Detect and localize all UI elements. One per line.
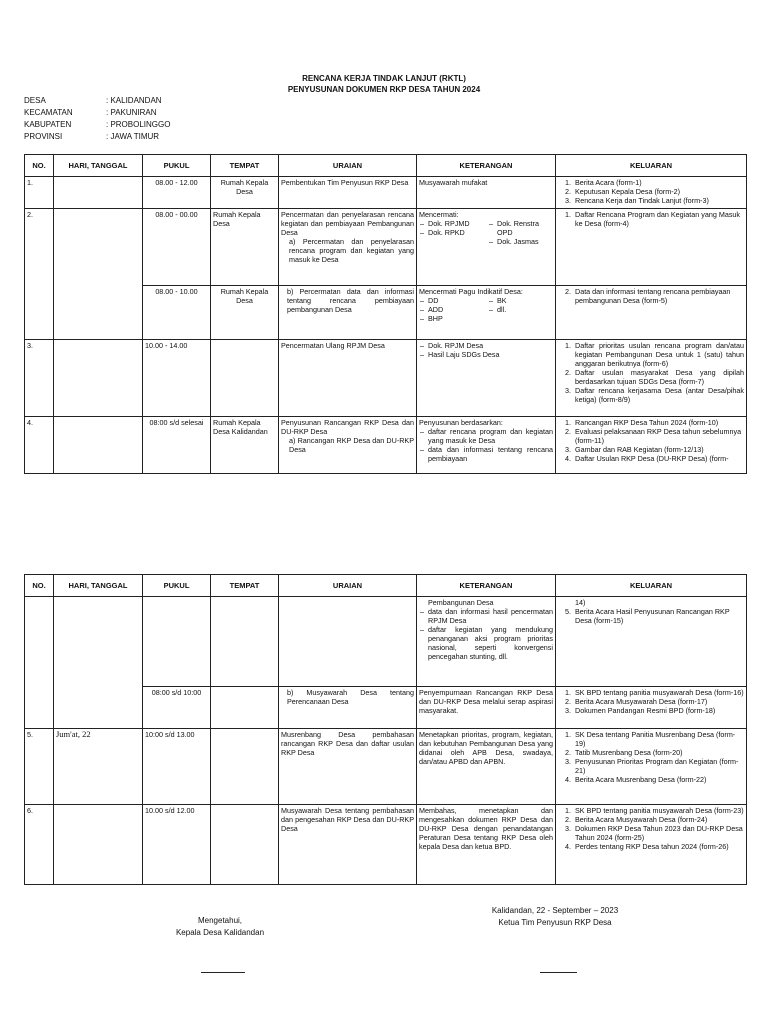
col-header: KETERANGAN	[417, 155, 556, 177]
col-header: NO.	[25, 155, 54, 177]
col-header: TEMPAT	[211, 575, 279, 597]
col-header: KELUARAN	[556, 575, 747, 597]
table-row: 4. 08:00 s/d selesai Rumah Kepala Desa Kalidandan Penyusunan Rancangan RKP Desa dan DU-RKP Desa a) Rancangan RKP Desa dan DU-RKP Desa Penyusunan berdasarkan: – daftar rencana program dan kegiatan yang masuk ke Desa – data dan informasi tentang rencana pembiayaan 1. Rancangan RKP Desa Tahun 2024 (form-10) 2. Evaluasi pelaksanaan RKP Desa tahun sebelumnya (form-11) 3. Gambar dan RAB Kegiatan (form-12/13) 4. Daftar Usulan RKP Desa (DU-RKP Desa) (form-	[25, 417, 747, 474]
schedule-table-2	[24, 574, 747, 885]
table-row: 08:00 s/d 10:00 b) Musyawarah Desa tentang Perencanaan Desa Penyempurnaan Rancangan RKP Desa dan DU-RKP Desa melalui serap aspirasi masyarakat. 1. SK BPD tentang panitia musyawarah Desa (form-16) 2. Berita Acara Musyawarah Desa (form-17) 3. Dokumen Pandangan Resmi BPD (form-18)	[25, 687, 747, 729]
col-header: KELUARAN	[556, 155, 747, 177]
doc-title: RENCANA KERJA TINDAK LANJUT (RKTL)	[302, 74, 466, 83]
table-row: 3. 10.00 - 14.00 Pencermatan Ulang RPJM Desa – Dok. RPJM Desa – Hasil Laju SDGs Desa 1. Daftar prioritas usulan rencana program dan/atau kegiatan Pembangunan Desa untuk 1 (satu) tahun anggaran berikutnya (form-6) 2. Daftar usulan masyarakat Desa yang dipilah berdasarkan tujuan SDGs Desa (form-7) 3. Daftar rencana kerjasama Desa (antar Desa/pihak ketiga) (form-8/9)	[25, 340, 747, 417]
table-header-row	[25, 575, 747, 597]
col-header: PUKUL	[143, 155, 211, 177]
signature-line-left	[201, 972, 245, 973]
col-header: HARI, TANGGAL	[54, 575, 143, 597]
table-row: Pembangunan Desa – data dan informasi hasil pencermatan RPJM Desa – daftar kegiatan yang mendukung penanganan aksi program prioritas nasional, seperti konvergensi pencegahan stunting, dll. 14) 5. Berita Acara Hasil Penyusunan Rancangan RKP Desa (form-15)	[25, 597, 747, 687]
col-header: KETERANGAN	[417, 575, 556, 597]
meta-row: KECAMATAN : PAKUNIRAN	[24, 108, 157, 117]
table-header-row	[25, 155, 747, 177]
meta-row: KABUPATEN : PROBOLINGGO	[24, 120, 171, 129]
signature-left: Mengetahui, Kepala Desa Kalidandan	[175, 916, 265, 937]
table-row: 2. 08.00 - 00.00 Rumah Kepala Desa Pencermatan dan penyelarasan rencana kegiatan dan pembiayaan Pembangunan Desa a) Percermatan dan penyelarasan rencana program dan kegiatan yang masuk ke Desa Mencermati: – Dok. RPJMD – Dok. RPKD – Dok. Renstra OPD – Dok. Jasmas 1. Daftar Rencana Program dan Kegiatan yang Masuk ke Desa (form-4)	[25, 209, 747, 286]
col-header: PUKUL	[143, 575, 211, 597]
schedule-table-1	[24, 154, 747, 474]
table-row: 5. Jum'at, 22 10:00 s/d 13.00 Musrenbang Desa pembahasan rancangan RKP Desa dan daftar usulan RKP Desa Menetapkan prioritas, program, kegiatan, dan kebutuhan Pembangunan Desa yang didanai oleh APB Desa, swadaya, dan/atau APBD dan APBN. 1. SK Desa tentang Panitia Musrenbang Desa (form-19) 2. Tatib Musrenbang Desa (form-20) 3. Penyusunan Prioritas Program dan Kegiatan (form-21) 4. Berita Acara Musrenbang Desa (form-22)	[25, 729, 747, 805]
meta-row: PROVINSI : JAWA TIMUR	[24, 132, 160, 141]
col-header: HARI, TANGGAL	[54, 155, 143, 177]
col-header: URAIAN	[279, 155, 417, 177]
meta-row: DESA : KALIDANDAN	[24, 96, 162, 105]
col-header: TEMPAT	[211, 155, 279, 177]
signature-right: Kalidandan, 22 - September – 2023 Ketua Tim Penyusun RKP Desa	[491, 906, 619, 927]
output-list: 1. Berita Acara (form-1) 2. Keputusan Kepala Desa (form-2) 3. Rencana Kerja dan Tindak Lanjut (form-3)	[558, 178, 744, 205]
col-header: URAIAN	[279, 575, 417, 597]
doc-subtitle: PENYUSUNAN DOKUMEN RKP DESA TAHUN 2024	[287, 85, 481, 94]
col-header: NO.	[25, 575, 54, 597]
table-row: 08.00 - 10.00 Rumah Kepala Desa b) Percermatan data dan informasi tentang rencana pembiayaan pembangunan Desa Mencermati Pagu Indikatif Desa: – DD – ADD – BHP – BK – dll. 2. Data dan informasi tentang rencana pembiayaan pembangunan Desa (form-5)	[25, 286, 747, 340]
signature-line-right	[540, 972, 577, 973]
table-row: 6. 10.00 s/d 12.00 Musyawarah Desa tentang pembahasan dan pengesahan RKP Desa dan DU-RKP Desa Membahas, menetapkan dan mengesahkan dokumen RKP Desa dan DU-RKP Desa dengan penandatangan Peraturan Desa tentang RKP Desa oleh kepala Desa dan ketua BPD. 1. SK BPD tentang panitia musyawarah Desa (form-23) 2. Berita Acara Musyawarah Desa (form-24) 3. Dokumen RKP Desa Tahun 2023 dan DU-RKP Desa Tahun 2024 (form-25) 4. Perdes tentang RKP Desa tahun 2024 (form-26)	[25, 805, 747, 885]
table-row: 1. 08.00 - 12.00 Rumah Kepala Desa Pembentukan Tim Penyusun RKP Desa Musyawarah mufakat 1. Berita Acara (form-1) 2. Keputusan Kepala Desa (form-2) 3. Rencana Kerja dan Tindak Lanjut (form-3)	[25, 177, 747, 209]
meta-block	[24, 95, 170, 143]
